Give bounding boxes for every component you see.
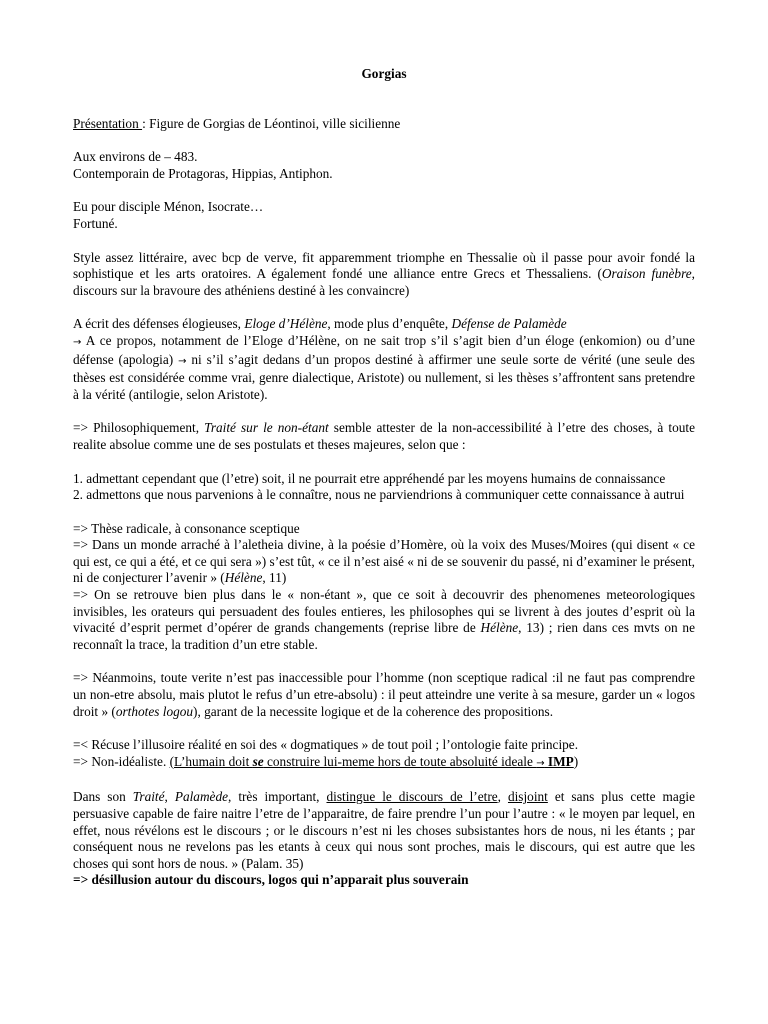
neanmoins-paragraph (73, 670, 695, 720)
traite-underline-1: distingue le discours de l’etre (326, 789, 498, 805)
recuse-u-emphasis: se (252, 753, 264, 769)
recuse-line-1: =< Récuse l’illusoire réalité en soi des « dogmatiques » de tout poil ; l’ontologie faite principe. (73, 737, 579, 753)
document-title: Gorgias (361, 66, 407, 81)
point-1: 1. admettant cependant que (l’etre) soit, il ne pourrait etre appréhendé par les moyens humains de connaissance (73, 470, 666, 486)
these-line-2-end: , 11) (262, 570, 287, 586)
philo-text-1: => Philosophiquement, (73, 420, 205, 436)
these-line-2-work: Hélène (224, 570, 263, 586)
recuse-line-2-text: => Non-idéaliste. (73, 753, 170, 769)
recuse-line-2 (73, 754, 695, 773)
these-line-1: => Thèse radicale, à consonance sceptique (73, 520, 300, 536)
defenses-work-2: Défense de Palamède (451, 316, 567, 332)
disciples-line-2: Fortuné. (73, 215, 118, 231)
these-line-3-text: => On se retrouve bien plus dans le « non-étant », que ce soit à decouvrir des phenomenes meteorologiques invisibles, les orateurs qui persuadent des foules entieres, les philosophes qui se livrent à des joutes d’esprit où la vivacité d’esprit permet d’opérer de grands changements (reprise libre de (73, 587, 695, 636)
presentation-text: : Figure de Gorgias de Léontinoi, ville sicilienne (142, 115, 401, 131)
style-work-title: Oraison funèbre (601, 266, 692, 282)
traite-text-2: , (164, 789, 175, 805)
defenses-text-2: , mode plus d’enquête, (327, 316, 452, 332)
conclusion-line (73, 872, 695, 889)
arrow-icon: → (178, 355, 187, 367)
recuse-underlined-statement (170, 754, 574, 769)
style-paragraph (73, 250, 695, 300)
defenses-text-4: ni s’il s’agit dedans d’un propos destiné à affirmer une seule sorte de vérité (une seule des thèses est considérée comme vrai, genre dialectique, Aristote) ou nullement, si les thèses s’affrontent sans pretendre à la vérité (antilogie, selon Aristote). (73, 351, 695, 402)
arrow-icon: → (536, 757, 545, 769)
philo-paragraph (73, 420, 695, 453)
these-line-2 (73, 537, 695, 587)
traite-text-3: , très important, (228, 789, 327, 805)
presentation-label: Présentation (73, 115, 143, 131)
dates-line-2: Contemporain de Protagoras, Hippias, Antiphon. (73, 165, 333, 181)
disciples-line-1: Eu pour disciple Ménon, Isocrate… (73, 199, 264, 215)
neanmoins-text-1: => Néanmoins, toute verite n’est pas inaccessible pour l’homme (non sceptique radical :il ne faut pas comprendre un non-etre absolu, mais plutot le refus d’un etre-absolu) : il peut atteindre une verite à sa mesure, garder un « logos droit » ( (73, 670, 695, 719)
disciples-paragraph (73, 199, 695, 232)
dates-paragraph (73, 149, 695, 182)
recuse-u-part-1: (L’humain doit (169, 753, 253, 769)
traite-text-1: Dans son (73, 789, 133, 805)
these-line-3-end: , 13) ; rien dans ces mvts on ne reconnaît la trace, la tradition d’un etre stable. (73, 620, 695, 652)
presentation-paragraph (73, 116, 695, 133)
traite-text-4: , (497, 789, 508, 805)
style-text: Style assez littéraire, avec bcp de verve, fit apparemment triomphe en Thessalie où il passe pour avoir fondé la sophistique et les arts oratoires. A également fondé une alliance entre Grecs et Thessaliens. ( (73, 249, 695, 282)
conclusion-text: => désillusion autour du discours, logos qui n’apparait plus souverain (73, 872, 469, 888)
these-paragraph (73, 521, 695, 654)
recuse-paragraph (73, 737, 695, 772)
defenses-paragraph (73, 316, 695, 403)
defenses-text-1: A écrit des défenses élogieuses, (73, 316, 245, 332)
these-line-3-work: Hélène (480, 620, 519, 636)
dates-line-1: Aux environs de – 483. (73, 149, 198, 165)
neanmoins-text-2: ), garant de la necessite logique et de la coherence des propositions. (193, 703, 554, 719)
recuse-u-part-2: construire lui-meme hors de toute absoluité ideale (263, 753, 537, 769)
traite-text-5: et sans plus cette magie persuasive capable de faire naitre l’etre de l’apparaitre, de faire prendre l’un pour l’autre : « le moyen par lequel, en effet, nous révélons est le discours ; or le discours n’est ni les choses subsistantes hors de nous, ni les étants ; par conséquent nous ne revelons pas les etants à ceux qui nous sont proches, mais le discours, qui est autre que les choses qui sont hors de nous. » (Palam. 35) (73, 789, 695, 871)
traite-work-2: Palamède (174, 789, 229, 805)
defenses-work-1: Eloge d’Hélène (244, 316, 328, 332)
points-paragraph (73, 471, 695, 504)
these-line-2-text: => Dans un monde arraché à l’aletheia divine, à la poésie d’Homère, où la voix des Muses/Moires (qui disent « ce qui est, ce qui a été, et ce qui sera ») s’est tût, « ce il n’est aisé « ni de se souvenir du passé, ni d’examiner le présent, ni de conjecturer l’avenir » ( (73, 537, 695, 586)
philo-text-2: semble attester de la non-accessibilité à l’etre des choses, à toute realite absolue comme une de ses postulats et theses majeures, selon que : (73, 420, 695, 452)
neanmoins-work: orthotes logou (115, 703, 194, 719)
these-line-3 (73, 587, 695, 653)
traite-work-1: Traité (132, 789, 165, 805)
point-2: 2. admettons que nous parvenions à le connaître, nous ne parviendrions à communiquer cette connaissance à autrui (73, 487, 685, 503)
document-page (73, 66, 695, 889)
traite-underline-2: disjoint (507, 789, 548, 805)
recuse-line-2-end: ) (573, 753, 579, 769)
philo-work-title: Traité sur le non-étant (204, 420, 329, 436)
style-text-2: , discours sur la bravoure des athéniens destiné à les convaincre) (73, 266, 695, 298)
recuse-imp-label: IMP (544, 753, 574, 769)
defenses-text-3: A ce propos, notamment de l’Eloge d’Hélène, on ne sait trop s’il s’agit bien d’un éloge (enkomion) ou d’une défense (apologia) (73, 332, 695, 367)
traite-paragraph (73, 789, 695, 872)
arrow-icon: → (73, 336, 82, 348)
